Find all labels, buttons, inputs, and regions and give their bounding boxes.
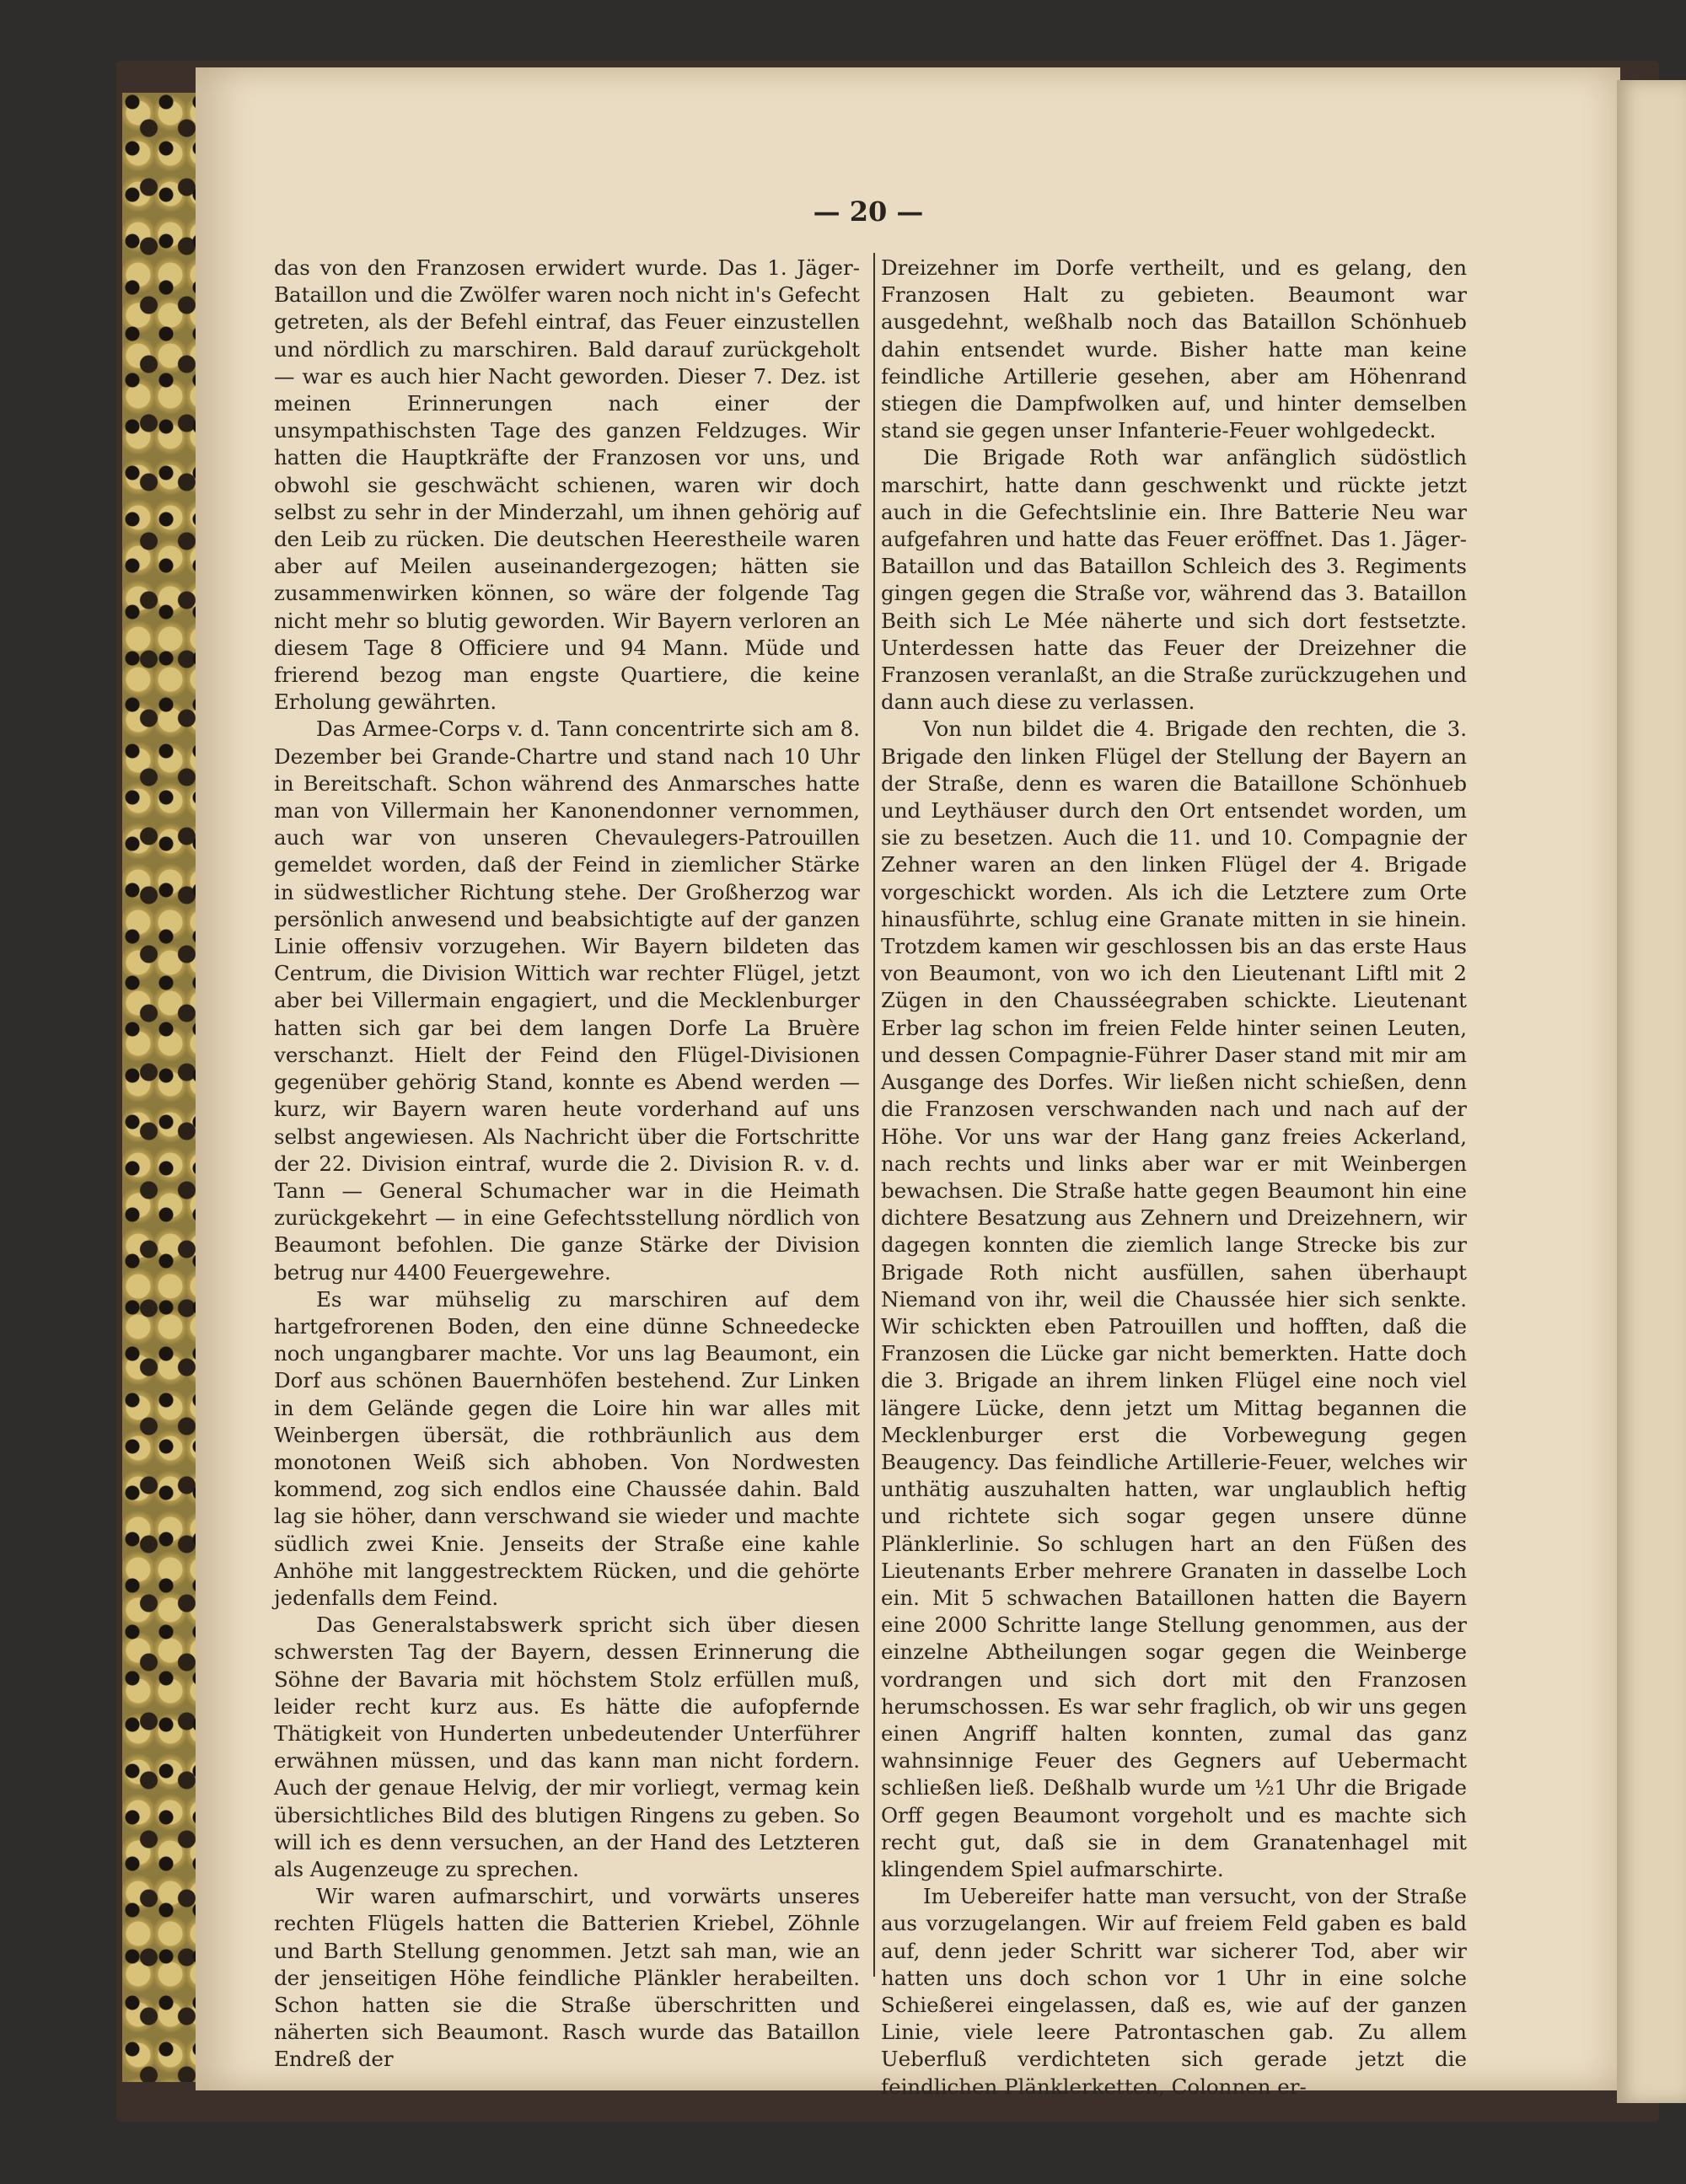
paragraph: Im Uebereifer hatte man versucht, von der Straße aus vorzugelangen. Wir auf freiem Feld gaben es bald auf, denn jeder Schritt war sicherer Tod, aber wir hatten uns doch schon vor 1 Uhr in eine solche Schießerei eingelassen, daß es, wie auf der ganzen Linie, viele leere Patrontaschen gab. Zu allem Ueberfluß verdichteten sich gerade jetzt die feindlichen Plänklerketten, Colonnen er-: [881, 1884, 1467, 2099]
facing-page-edge: [1617, 80, 1686, 2103]
paragraph: das von den Franzosen erwidert wurde. Das 1. Jäger-Bataillon und die Zwölfer waren noch nicht in's Gefecht getreten, als der Befehl eintraf, das Feuer einzustellen und nördlich zu marschiren. Bald darauf zurückgeholt — war es auch hier Nacht geworden. Dieser 7. Dez. ist meinen Erinnerungen nach einer der unsympathischsten Tage des ganzen Feldzuges. Wir hatten die Hauptkräfte der Franzosen vor uns, und obwohl sie geschwächt schienen, waren wir doch selbst zu sehr in der Minderzahl, um ihnen gehörig auf den Leib zu rücken. Die deutschen Heerestheile waren aber auf Meilen auseinandergezogen; hätten sie zusammenwirken können, so wäre der folgende Tag nicht mehr so blutig geworden. Wir Bayern verloren an diesem Tage 8 Officiere und 94 Mann. Müde und frierend bezog man engste Quartiere, die keine Erholung gewährten.: [274, 255, 860, 715]
right-column: [881, 255, 1467, 2101]
paragraph: Dreizehner im Dorfe vertheilt, und es gelang, den Franzosen Halt zu gebieten. Beaumont war ausgedehnt, weßhalb noch das Bataillon Schönhueb dahin entsendet wurde. Bisher hatte man keine feindliche Artillerie gesehen, aber am Höhenrand stiegen die Dampfwolken auf, und hinter demselben stand sie gegen unser Infanterie-Feuer wohlgedeckt.: [881, 255, 1467, 443]
paragraph: Das Generalstabswerk spricht sich über diesen schwersten Tag der Bayern, dessen Erinnerung die Söhne der Bavaria mit höchstem Stolz erfüllen muß, leider recht kurz aus. Es hätte die aufopfernde Thätigkeit von Hunderten unbedeutender Unterführer erwähnen müssen, und das kann man nicht fordern. Auch der genaue Helvig, der mir vorliegt, vermag kein übersichtliches Bild des blutigen Ringens zu geben. So will ich es denn versuchen, an der Hand des Letzteren als Augenzeuge zu sprechen.: [274, 1613, 860, 1881]
left-column: [274, 255, 860, 2074]
page-number: — 20 —: [813, 196, 924, 228]
paragraph: Das Armee-Corps v. d. Tann concentrirte sich am 8. Dezember bei Grande-Chartre und stand nach 10 Uhr in Bereitschaft. Schon während des Anmarsches hatte man von Villermain her Kanonendonner vernommen, auch war von unseren Chevaulegers-Patrouillen gemeldet worden, daß der Feind in ziemlicher Stärke in südwestlicher Richtung stehe. Der Großherzog war persönlich anwesend und beabsichtigte auf der ganzen Linie offensiv vorzugehen. Wir Bayern bildeten das Centrum, die Division Wittich war rechter Flügel, jetzt aber bei Villermain engagiert, und die Mecklenburger hatten sich gar bei dem langen Dorfe La Bruère verschanzt. Hielt der Feind den Flügel-Divisionen gegenüber gehörig Stand, konnte es Abend werden — kurz, wir Bayern waren heute vorderhand auf uns selbst angewiesen. Als Nachricht über die Fortschritte der 22. Division eintraf, wurde die 2. Division R. v. d. Tann — General Schumacher war in die Heimath zurückgekehrt — in eine Gefechtsstellung nördlich von Beaumont befohlen. Die ganze Stärke der Division betrug nur 4400 Feuergewehre.: [274, 716, 860, 1285]
paragraph: Die Brigade Roth war anfänglich südöstlich marschirt, hatte dann geschwenkt und rückte jetzt auch in die Gefechtslinie ein. Ihre Batterie Neu war aufgefahren und hatte das Feuer eröffnet. Das 1. Jäger-Bataillon und das Bataillon Schleich des 3. Regiments gingen gegen die Straße vor, während das 3. Bataillon Beith sich Le Mée näherte und sich dort festsetzte. Unterdessen hatte das Feuer der Dreizehner die Franzosen veranlaßt, an die Straße zurückzugehen und dann auch diese zu verlassen.: [881, 445, 1467, 715]
paragraph: Wir waren aufmarschirt, und vorwärts unseres rechten Flügels hatten die Batterien Kriebel, Zöhnle und Barth Stellung genommen. Jetzt sah man, wie an der jenseitigen Höhe feindliche Plänkler herabeilten. Schon hatten sie die Straße überschritten und näherten sich Beaumont. Rasch wurde das Bataillon Endreß der: [274, 1884, 860, 2072]
marbled-page-edge: [122, 93, 202, 2082]
paragraph: Es war mühselig zu marschiren auf dem hartgefrorenen Boden, den eine dünne Schneedecke noch ungangbarer machte. Vor uns lag Beaumont, ein Dorf aus schönen Bauernhöfen bestehend. Zur Linken in dem Gelände gegen die Loire hin war alles mit Weinbergen übersät, die rothbräunlich aus dem monotonen Weiß sich abhoben. Von Nordwesten kommend, zog sich endlos eine Chaussée dahin. Bald lag sie höher, dann verschwand sie wieder und machte südlich zwei Knie. Jenseits der Straße eine kahle Anhöhe mit langgestrecktem Rücken, und die gehörte jedenfalls dem Feind.: [274, 1286, 860, 1610]
column-divider: [873, 253, 875, 1977]
paragraph: Von nun bildet die 4. Brigade den rechten, die 3. Brigade den linken Flügel der Stellung der Bayern an der Straße, denn es waren die Bataillone Schönhueb und Leythäuser durch den Ort entsendet worden, um sie zu besetzen. Auch die 11. und 10. Compagnie der Zehner waren an den linken Flügel der 4. Brigade vorgeschickt worden. Als ich die Letztere zum Orte hinausführte, schlug eine Granate mitten in sie hinein. Trotzdem kamen wir geschlossen bis an das erste Haus von Beaumont, von wo ich den Lieutenant Liftl mit 2 Zügen in den Chausséegraben schickte. Lieutenant Erber lag schon im freien Felde hinter seinen Leuten, und dessen Compagnie-Führer Daser stand mit mir am Ausgange des Dorfes. Wir ließen nicht schießen, denn die Franzosen verschwanden nach und nach auf der Höhe. Vor uns war der Hang ganz freies Ackerland, nach rechts und links aber war er mit Weinbergen bewachsen. Die Straße hatte gegen Beaumont hin eine dichtere Besatzung aus Zehnern und Dreizehnern, wir dagegen konnten die ziemlich lange Strecke bis zur Brigade Roth nicht ausfüllen, sahen überhaupt Niemand von ihr, weil die Chaussée hier sich senkte. Wir schickten eben Patrouillen und hofften, daß die Franzosen die Lücke gar nicht bemerkten. Hatte doch die 3. Brigade an ihrem linken Flügel eine noch viel längere Lücke, denn jetzt um Mittag begannen die Mecklenburger erst die Vorbewegung gegen Beaugency. Das feindliche Artillerie-Feuer, welches wir unthätig auszuhalten hatten, war unglaublich heftig und richtete sich sogar gegen unsere dünne Plänklerlinie. So schlugen hart an den Füßen des Lieutenants Erber mehrere Granaten in dasselbe Loch ein. Mit 5 schwachen Bataillonen hatten die Bayern eine 2000 Schritte lange Stellung genommen, aus der einzelne Abtheilungen sogar gegen die Weinberge vordrangen und sich dort mit den Franzosen herumschossen. Es war sehr fraglich, ob wir uns gegen einen Angriff halten konnten, zumal das ganz wahnsinnige Feuer des Gegners auf Uebermacht schließen ließ. Deßhalb wurde um ½1 Uhr die Brigade Orff gegen Beaumont vorgeholt und es machte sich recht gut, daß sie in dem Granatenhagel mit klingendem Spiel aufmarschirte.: [881, 716, 1467, 1881]
